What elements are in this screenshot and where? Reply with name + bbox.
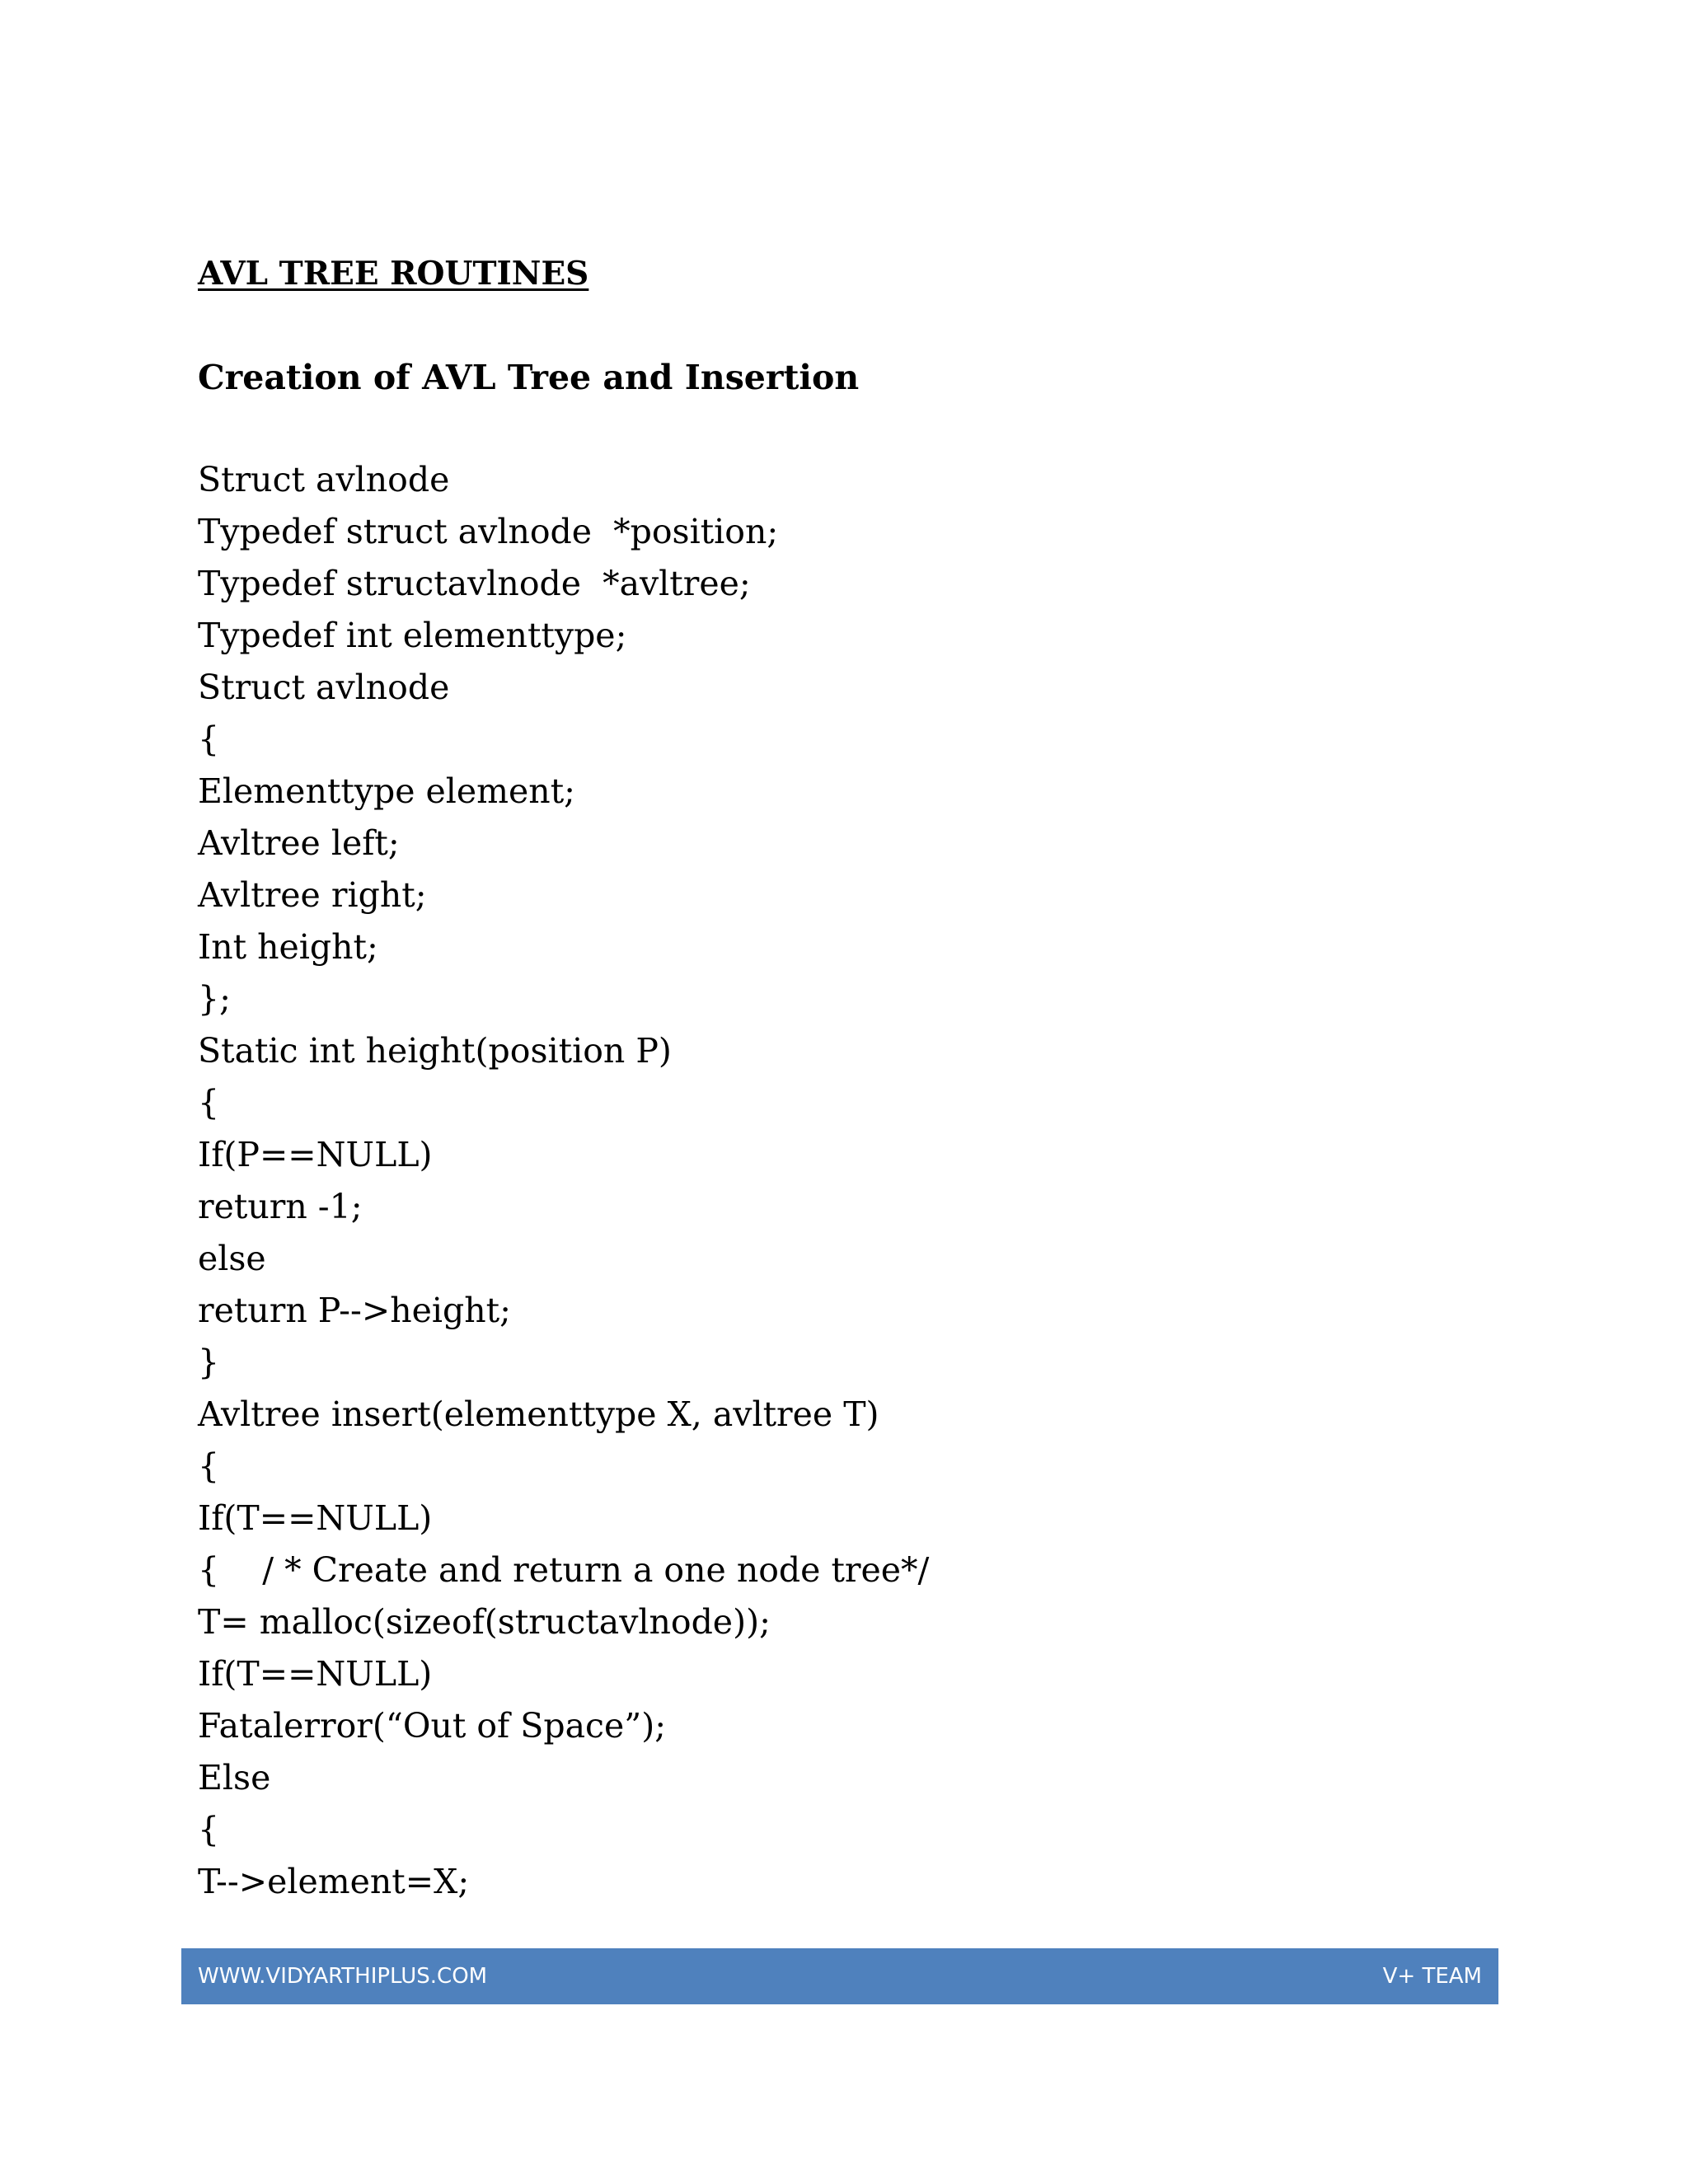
section-heading: Creation of AVL Tree and Insertion xyxy=(198,358,860,397)
code-line: Static int height(position P) xyxy=(198,1031,672,1071)
code-line: else xyxy=(198,1239,266,1278)
code-line: Typedef struct avlnode *position; xyxy=(198,512,779,551)
code-line: If(T==NULL) xyxy=(198,1498,433,1538)
code-line: { xyxy=(198,719,220,759)
code-line: { xyxy=(198,1810,220,1849)
code-line: Typedef structavlnode *avltree; xyxy=(198,564,751,603)
code-line: return P-->height; xyxy=(198,1291,511,1330)
footer-website: WWW.VIDYARTHIPLUS.COM xyxy=(198,1964,488,1989)
code-line: Avltree insert(elementtype X, avltree T) xyxy=(198,1394,879,1434)
code-line: Else xyxy=(198,1758,271,1797)
footer-bar xyxy=(181,1948,1498,2004)
code-line: { xyxy=(198,1083,220,1122)
code-line: return -1; xyxy=(198,1187,363,1226)
page-title: AVL TREE ROUTINES xyxy=(198,255,589,293)
code-line: } xyxy=(198,1343,220,1382)
code-line: Avltree left; xyxy=(198,823,400,863)
code-line: T= malloc(sizeof(structavlnode)); xyxy=(198,1602,771,1642)
code-line: Int height; xyxy=(198,927,378,967)
code-listing xyxy=(198,454,929,1908)
code-line: }; xyxy=(198,979,231,1019)
code-line: T-->element=X; xyxy=(198,1862,470,1901)
code-line: Avltree right; xyxy=(198,875,427,915)
code-line: { xyxy=(198,1446,220,1486)
code-line: { / * Create and return a one node tree*/ xyxy=(198,1550,930,1590)
code-line: Typedef int elementtype; xyxy=(198,616,627,655)
code-line: Fatalerror(“Out of Space”); xyxy=(198,1706,667,1746)
code-line: If(T==NULL) xyxy=(198,1654,433,1694)
code-line: Struct avlnode xyxy=(198,460,450,499)
footer-team: V+ TEAM xyxy=(1382,1964,1482,1989)
code-line: Struct avlnode xyxy=(198,668,450,707)
code-line: Elementtype element; xyxy=(198,771,575,811)
code-line: If(P==NULL) xyxy=(198,1135,433,1174)
